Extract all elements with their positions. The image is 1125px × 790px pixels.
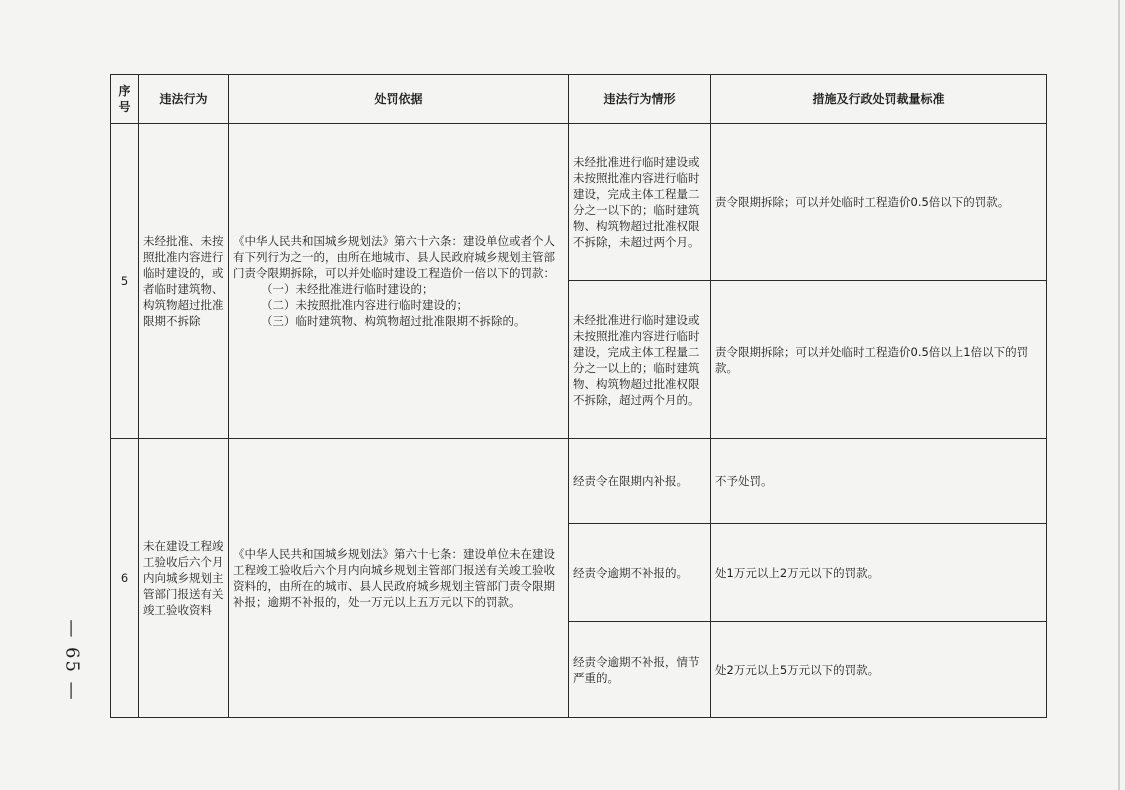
row5-basis-item-1: （一）未经批准进行临时建设的； [261,282,434,296]
row6-seq: 6 [111,439,139,718]
table-row [111,439,1047,524]
row5-seq: 5 [111,124,139,439]
row5-basis-text: 《中华人民共和国城乡规划法》第六十六条：建设单位或者个人有下列行为之一的，由所在地城市、县人民政府城乡规划主管部门责令限期拆除，可以并处临时建设工程造价一倍以下的罚款： [233,234,555,280]
page-number-text: — 65 — [61,618,83,702]
row6-violation: 未在建设工程竣工验收后六个月内向城乡规划主管部门报送有关竣工验收资料 [139,439,229,718]
row6-measure-3: 处2万元以上5万元以下的罚款。 [711,622,1047,718]
row5-circumstance-2: 未经批准进行临时建设或未按照批准内容进行临时建设，完成主体工程量二分之一以上的；临时建筑物、构筑物超过批准权限不拆除，超过两个月的。 [569,281,711,439]
row6-basis-text: 《中华人民共和国城乡规划法》第六十七条：建设单位未在建设工程竣工验收后六个月内向城乡规划主管部门报送有关竣工验收资料的，由所在的城市、县人民政府城乡规划主管部门责令限期补报；逾期不补报的，处一万元以上五万元以下的罚款。 [233,547,555,609]
row6-basis [229,439,569,718]
page-edge [1118,0,1120,790]
row6-measure-1: 不予处罚。 [711,439,1047,524]
header-basis: 处罚依据 [229,75,569,124]
table-row [111,124,1047,281]
row6-circumstance-1: 经责令在限期内补报。 [569,439,711,524]
header-measures: 措施及行政处罚裁量标准 [711,75,1047,124]
row6-circumstance-2: 经责令逾期不补报的。 [569,524,711,622]
row6-circumstance-3: 经责令逾期不补报，情节严重的。 [569,622,711,718]
row5-basis-item-3: （三）临时建筑物、构筑物超过批准限期不拆除的。 [261,314,526,328]
row5-basis [229,124,569,439]
row5-circumstance-1: 未经批准进行临时建设或未按照批准内容进行临时建设，完成主体工程量二分之一以下的；临时建筑物、构筑物超过批准权限不拆除，未超过两个月。 [569,124,711,281]
row5-measure-2: 责令限期拆除；可以并处临时工程造价0.5倍以上1倍以下的罚款。 [711,281,1047,439]
header-row [111,75,1047,124]
page-number [52,618,92,702]
penalty-table [110,74,1047,718]
row6-measure-2: 处1万元以上2万元以下的罚款。 [711,524,1047,622]
row5-violation: 未经批准、未按照批准内容进行临时建设的，或者临时建筑物、构筑物超过批准限期不拆除 [139,124,229,439]
header-circumstance: 违法行为情形 [569,75,711,124]
row5-measure-1: 责令限期拆除；可以并处临时工程造价0.5倍以下的罚款。 [711,124,1047,281]
header-violation: 违法行为 [139,75,229,124]
header-seq: 序号 [111,75,139,124]
row5-basis-item-2: （二）未按照批准内容进行临时建设的； [261,298,468,312]
